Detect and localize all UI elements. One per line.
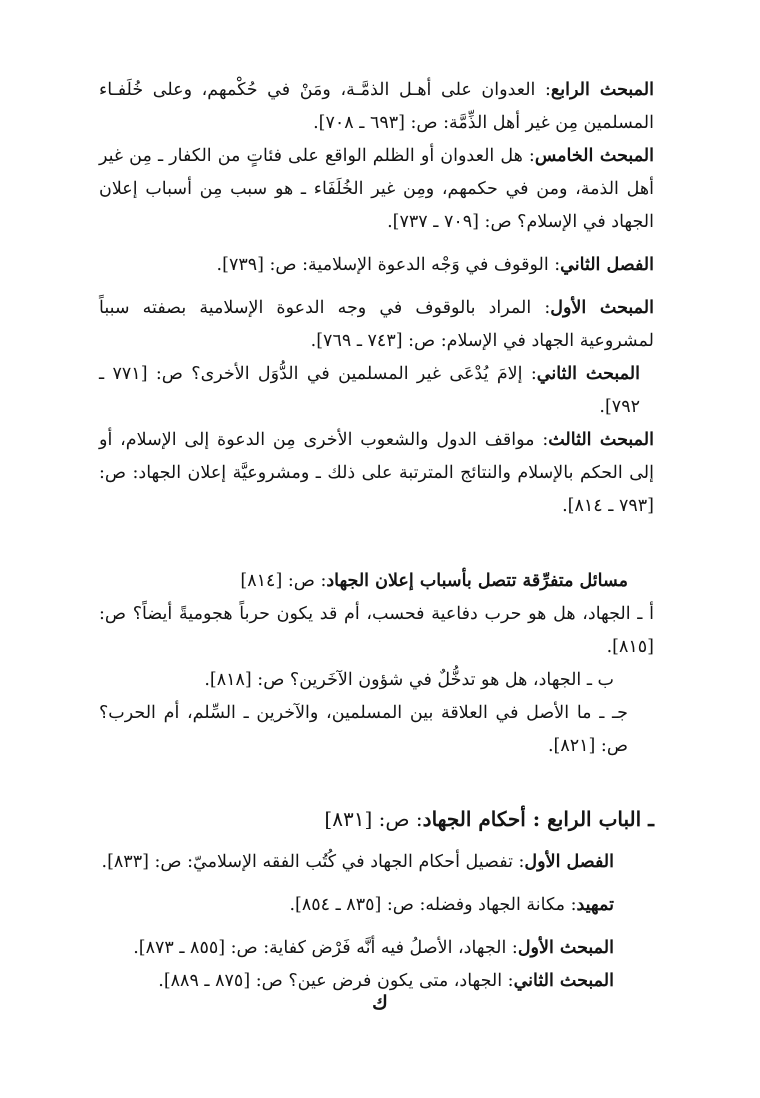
toc-entry-item-c xyxy=(99,697,654,763)
entry-heading: المبحث الخامس xyxy=(534,146,655,166)
table-of-contents xyxy=(99,74,654,998)
entry-heading: المبحث الثالث xyxy=(548,430,654,450)
toc-entry-bab-4 xyxy=(99,803,654,836)
entry-heading: المبحث الأول xyxy=(517,938,614,958)
toc-entry-masail xyxy=(99,565,654,598)
entry-text: : إلامَ يُدْعَى غير المسلمين في الدُّوَل الأخرى؟ ص: [٧٧١ ـ ٧٩٢]. xyxy=(99,364,640,417)
toc-entry-fasl-1 xyxy=(99,846,654,879)
entry-heading: المبحث الثاني xyxy=(536,364,640,384)
entry-heading: المبحث الأول xyxy=(550,298,654,318)
entry-heading: الفصل الأول xyxy=(524,852,614,872)
entry-text: : ص: [٨١٤] xyxy=(240,571,327,591)
toc-entry-fasl-2 xyxy=(99,249,654,282)
toc-entry-mabhath-4 xyxy=(99,74,654,140)
entry-text: جـ ـ ما الأصل في العلاقة بين المسلمين، والآخرين ـ السِّلم، أم الحرب؟ ص: [٨٢١]. xyxy=(99,703,628,756)
entry-text: : مواقف الدول والشعوب الأخرى مِن الدعوة إلى الإسلام، أو إلى الحكم بالإسلام والنتائج المترتبة على ذلك ـ ومشروعيَّة إعلان الجهاد: ص: [٧٩٣ ـ ٨١٤]. xyxy=(99,430,654,516)
entry-text: أ ـ الجهاد، هل هو حرب دفاعية فحسب، أم قد يكون حرباً هجوميةً أيضاً؟ ص: [٨١٥]. xyxy=(99,604,654,657)
entry-heading: تمهيد xyxy=(576,895,614,915)
entry-text: : المراد بالوقوف في وجه الدعوة الإسلامية بصفته سبباً لمشروعية الجهاد في الإسلام: ص: [٧٤٣ ـ ٧٦٩]. xyxy=(99,298,654,351)
entry-text: : تفصيل أحكام الجهاد في كُتُب الفقه الإسلاميّ: ص: [٨٣٣]. xyxy=(101,852,525,872)
entry-text: : الوقوف في وَجْه الدعوة الإسلامية: ص: [٧٣٩]. xyxy=(216,255,561,275)
toc-entry-mabhath-1 xyxy=(99,292,654,358)
entry-text: : الجهاد، متى يكون فرض عين؟ ص: [٨٧٥ ـ ٨٨٩]. xyxy=(158,971,514,991)
entry-text: ب ـ الجهاد، هل هو تدخُّلٌ في شؤون الآخَرين؟ ص: [٨١٨]. xyxy=(204,670,614,690)
entry-heading: مسائل متفرِّقة تتصل بأسباب إعلان الجهاد xyxy=(326,571,628,591)
toc-entry-mabhath-1b xyxy=(99,932,654,965)
entry-text: : العدوان على أهـل الذمَّـة، ومَنْ في حُكْمهم، وعلى خُلَفـاء المسلمين مِن غير أهل الذِّمَّة: ص: [٦٩٣ ـ ٧٠٨]. xyxy=(99,80,654,133)
entry-heading: الفصل الثاني xyxy=(560,255,654,275)
entry-text: : مكانة الجهاد وفضله: ص: [٨٣٥ ـ ٨٥٤]. xyxy=(289,895,577,915)
entry-heading: المبحث الثاني xyxy=(513,971,614,991)
entry-heading: ـ الباب الرابع : أحكام الجهاد xyxy=(422,807,654,831)
entry-text: : هل العدوان أو الظلم الواقع على فئاتٍ من الكفار ـ مِن غير أهل الذمة، ومن في حكمهم، ومِن غير الخُلَفَاء ـ هو سبب مِن أسباب إعلان الجهاد في الإسلام؟ ص: [٧٠٩ ـ ٧٣٧]. xyxy=(99,146,654,232)
toc-entry-tamhid xyxy=(99,889,654,922)
entry-text: : الجهاد، الأصلُ فيه أنَّه فَرْض كفاية: ص: [٨٥٥ ـ ٨٧٣]. xyxy=(133,938,518,958)
toc-entry-item-a xyxy=(99,598,654,664)
page-number: ك xyxy=(372,992,388,1014)
toc-entry-item-b xyxy=(99,664,654,697)
toc-entry-mabhath-2 xyxy=(99,358,654,424)
entry-heading: المبحث الرابع xyxy=(550,80,654,100)
toc-entry-mabhath-5 xyxy=(99,140,654,239)
entry-text: : ص: [٨٣١] xyxy=(324,807,423,831)
toc-entry-mabhath-3 xyxy=(99,424,654,523)
